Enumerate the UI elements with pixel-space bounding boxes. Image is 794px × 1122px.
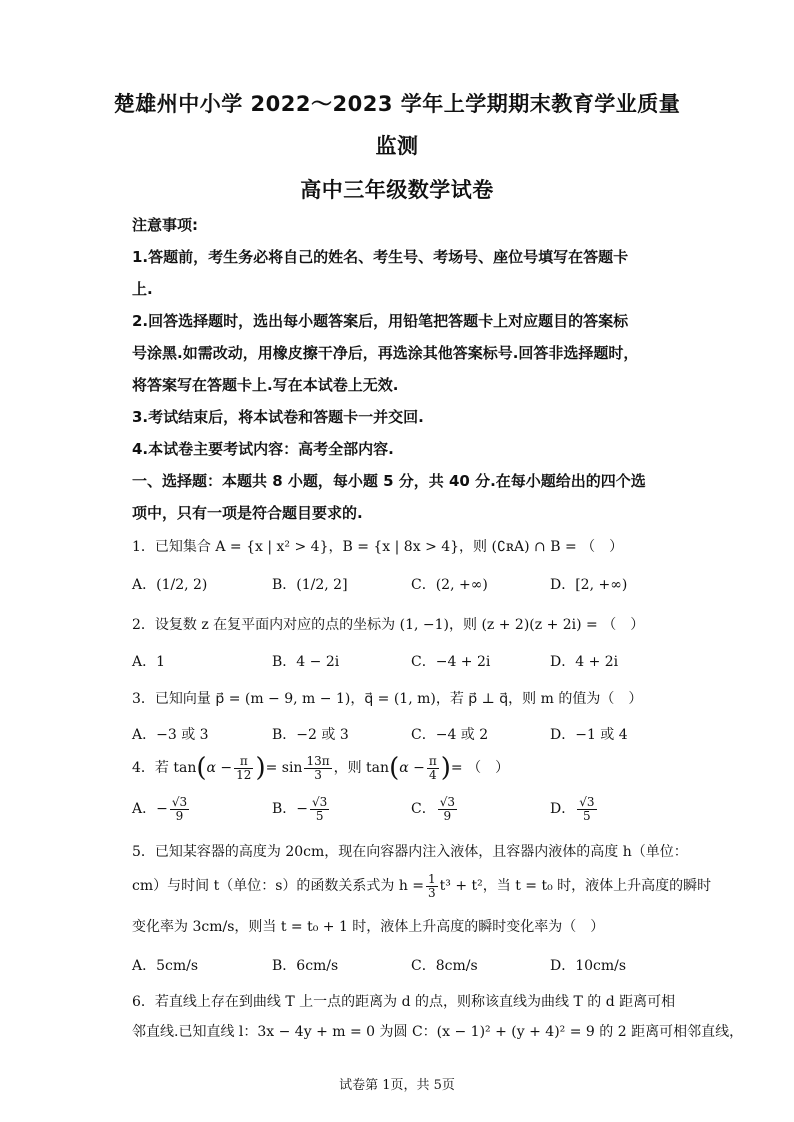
question-4-option-a: A．− $\frac{√3}{9}$ [132,794,188,823]
question-5-line3: 变化率为 3cm/s，则当 t = t₀ + 1 时，液体上升高度的瞬时变化率为（ ） [132,919,605,935]
question-4-then-tan: ，则 tan [333,760,390,776]
question-5-option-c: C．8cm/s [411,958,478,974]
exam-title-line1: 楚雄州中小学 2022～2023 学年上学期期末教育学业质量 [113,92,681,116]
question-1-stem: 1．已知集合 A = {x | x² > 4}，B = {x | 8x > 4}，则 (∁ʀA) ∩ B = （ ） [132,539,624,555]
question-4-prefix: 4．若 tan [132,760,197,776]
question-4-alpha-minus-2: α − [399,760,425,776]
question-3-option-b: B．−2 或 3 [272,727,349,743]
notice-item-1: 1.答题前，考生务必将自己的姓名、考生号、考场号、座位号填写在答题卡 [132,248,629,266]
section-heading: 一、选择题：本题共 8 小题，每小题 5 分，共 40 分.在每小题给出的四个选 [132,472,646,490]
question-2-option-b: B．4 − 2i [272,654,340,670]
notice-item-3: 3.考试结束后，将本试卷和答题卡一并交回. [132,408,424,426]
question-1-option-c: C．(2, +∞) [411,577,488,593]
question-5-option-a: A．5cm/s [132,958,199,974]
exam-title-line2: 监测 [375,134,419,158]
question-5-option-b: B．6cm/s [272,958,339,974]
question-6-line2: 邻直线.已知直线 l：3x − 4y + m = 0 为圆 C：(x − 1)² + (y + 4)² = 9 的 2 距离可相邻直线， [132,1024,744,1040]
question-4-frac-pi-12: $\frac{\pi}{12}$ [236,753,252,782]
question-4-frac-pi-4: $\frac{\pi}{4}$ [428,753,437,782]
question-3-option-a: A．−3 或 3 [132,727,209,743]
notice-item-4: 4.本试卷主要考试内容：高考全部内容. [132,440,394,458]
section-heading-cont: 项中，只有一项是符合题目要求的. [132,504,363,522]
notice-item-2: 2.回答选择题时，选出每小题答案后，用铅笔把答题卡上对应题目的答案标 [132,312,629,330]
question-5-line1: 5．已知某容器的高度为 20cm，现在向容器内注入液体，且容器内液体的高度 h（单位： [132,844,688,860]
question-5-option-d: D．10cm/s [550,958,627,974]
question-6-line1: 6．若直线上存在到曲线 T 上一点的距离为 d 的点，则称该直线为曲线 T 的 d 距离可相 [132,994,676,1010]
question-2-option-a: A．1 [132,654,166,670]
question-4-option-c: C． $\frac{√3}{9}$ [411,794,455,823]
question-4-eq-sin: = sin [265,760,303,776]
page-footer: 试卷第 1页，共 5页 [339,1078,455,1093]
notice-item-2-cont2: 将答案写在答题卡上.写在本试卷上无效. [132,376,399,394]
question-4-option-d: D． $\frac{√3}{5}$ [550,794,595,823]
exam-subtitle: 高中三年级数学试卷 [300,178,494,202]
question-3-option-d: D．−1 或 4 [550,727,628,743]
question-3-stem: 3．已知向量 p⃗ = (m − 9, m − 1)，q⃗ = (1, m)，若 p⃗ ⊥ q⃗，则 m 的值为（ ） [132,691,643,707]
question-2-stem: 2．设复数 z 在复平面内对应的点的坐标为 (1, −1)，则 (z + 2)(z + 2i) = （ ） [132,617,645,633]
question-4-alpha-minus: α − [206,760,233,776]
notice-item-2-cont: 号涂黑.如需改动，用橡皮擦干净后，再选涂其他答案标号.回答非选择题时， [132,344,639,362]
question-5-line2: cm）与时间 t（单位：s）的函数关系式为 h = $\frac{1}{3}$ t³ + t²，当 t = t₀ 时，液体上升高度的瞬时 [132,871,712,900]
notice-heading: 注意事项: [132,216,198,234]
question-2-option-c: C．−4 + 2i [411,654,491,670]
question-4-stem: 4．若 tan(α − $\frac{\pi}{12}$ )= sin $\frac{13\pi}{3}$ ，则 tan(α − $\frac{\pi}{4}$ )= （ ） [132,753,510,783]
question-4-frac-13pi-3: $\frac{13\pi}{3}$ [306,753,330,782]
question-1-option-d: D．[2, +∞) [550,577,628,593]
question-3-option-c: C．−4 或 2 [411,727,489,743]
question-1-option-a: A．(1/2, 2) [132,577,208,593]
question-4-tail: = （ ） [450,760,510,776]
question-2-option-d: D．4 + 2i [550,654,619,670]
notice-item-1-cont: 上. [132,280,153,298]
question-4-option-b: B．− $\frac{√3}{5}$ [272,794,328,823]
question-1-option-b: B．(1/2, 2] [272,577,348,593]
